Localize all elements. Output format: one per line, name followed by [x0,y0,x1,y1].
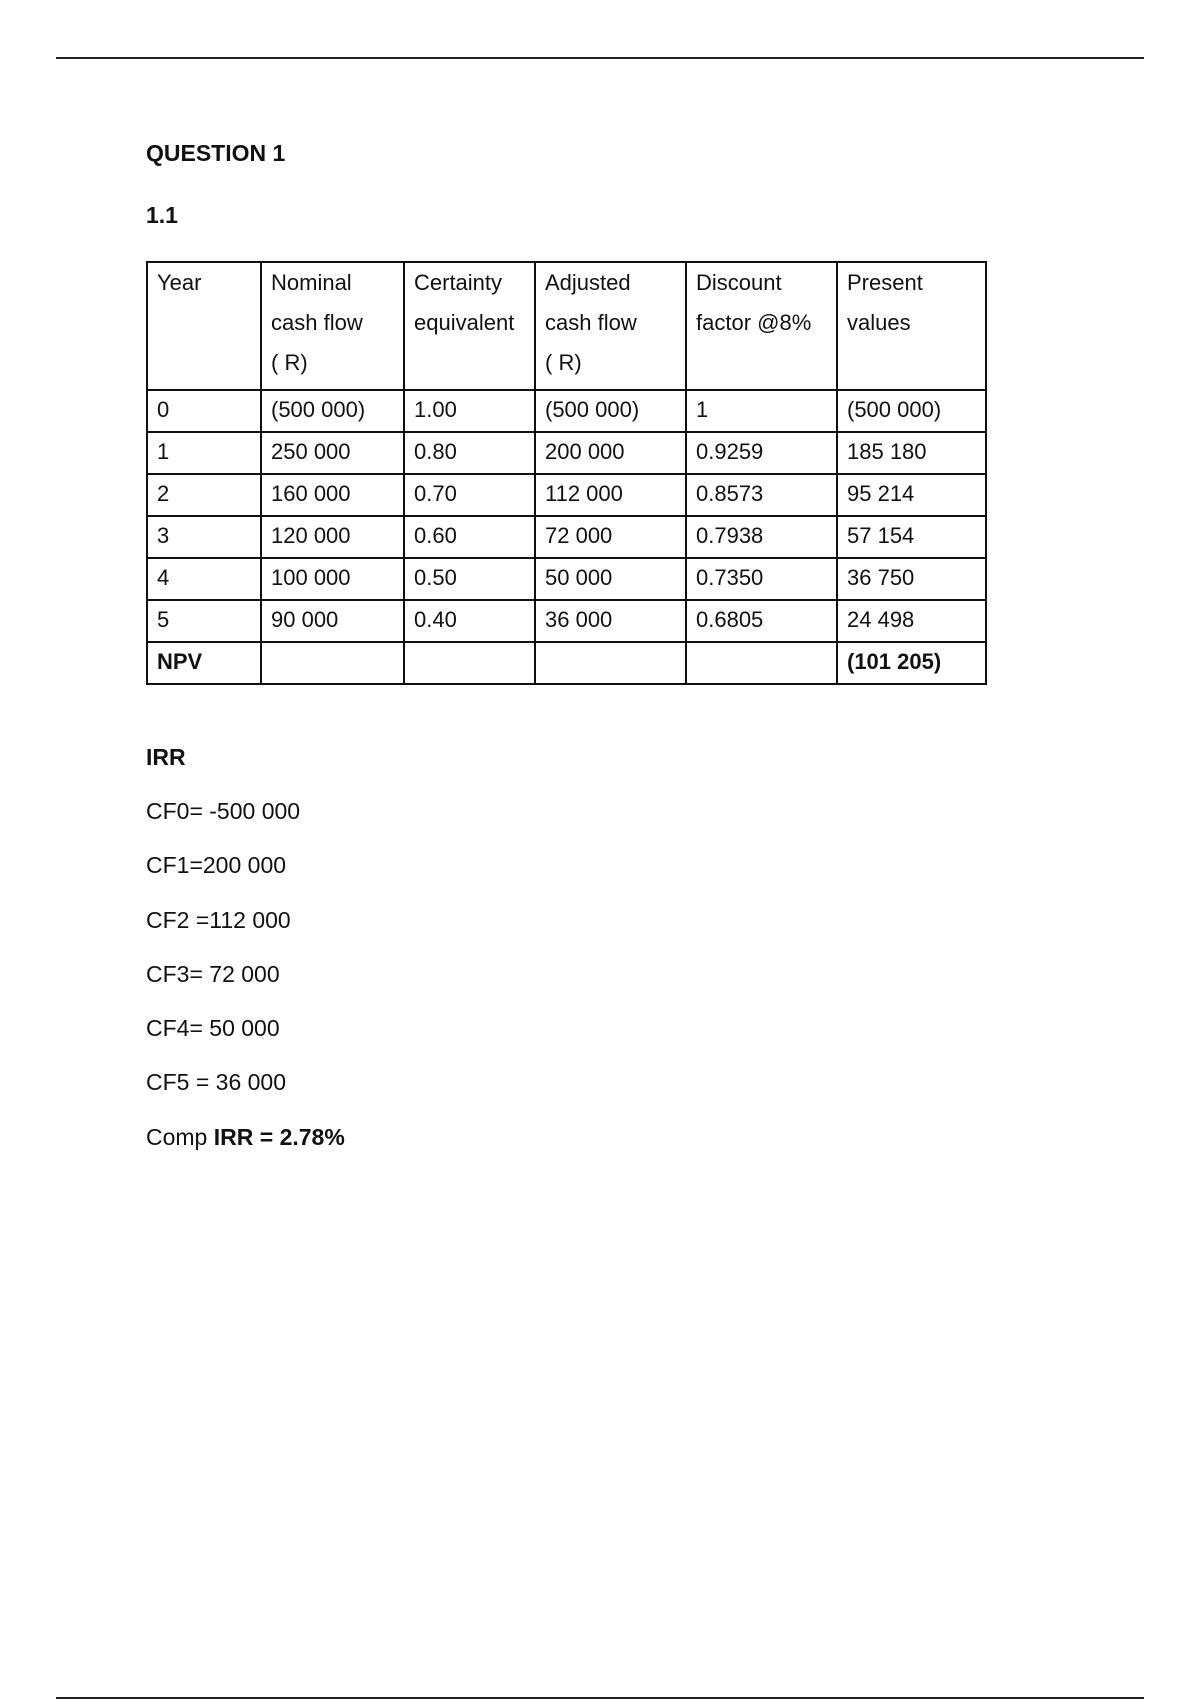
section-number: 1.1 [146,202,178,228]
cell-adjusted-cash-flow: 112 000 [535,474,686,516]
cell-certainty-equivalent: 0.60 [404,516,535,558]
cash-flow-line: CF3= 72 000 [146,960,280,987]
header-discount-factor [686,262,837,390]
table-header-row [147,262,986,390]
cell-year: 5 [147,600,261,642]
top-rule [56,57,1144,59]
bottom-rule [56,1697,1144,1699]
cell-certainty-equivalent: 0.50 [404,558,535,600]
cell-present-value: 185 180 [837,432,986,474]
header-certainty-equivalent [404,262,535,390]
header-adjusted-cash-flow [535,262,686,390]
cell-discount-factor: 0.7350 [686,558,837,600]
irr-result-value: IRR = 2.78% [213,1123,345,1150]
cell-nominal-cash-flow: 120 000 [261,516,404,558]
cell-discount-factor: 0.7938 [686,516,837,558]
irr-result [146,1125,345,1150]
npv-row [147,642,986,684]
npv-empty-cell [686,642,837,684]
cell-adjusted-cash-flow: 50 000 [535,558,686,600]
irr-result-prefix: Comp [146,1123,214,1150]
npv-empty-cell [535,642,686,684]
question-heading: QUESTION 1 [146,140,286,166]
header-nominal-cash-flow [261,262,404,390]
npv-value: (101 205) [837,642,986,684]
npv-empty-cell [261,642,404,684]
header-line: ( R) [545,350,582,375]
header-present-values [837,262,986,390]
irr-section [146,744,345,1150]
cell-present-value: 24 498 [837,600,986,642]
document-body [146,140,1146,1150]
cash-flow-line: CF1=200 000 [146,852,287,879]
cell-nominal-cash-flow: 100 000 [261,558,404,600]
header-line: Discount [696,270,782,295]
npv-label: NPV [147,642,261,684]
cell-present-value: 36 750 [837,558,986,600]
cell-discount-factor: 0.9259 [686,432,837,474]
header-line: ( R) [271,350,308,375]
header-line: cash flow [271,310,363,335]
cell-adjusted-cash-flow: (500 000) [535,390,686,432]
cell-nominal-cash-flow: 90 000 [261,600,404,642]
header-line: equivalent [414,310,515,335]
cash-flow-line: CF4= 50 000 [146,1015,280,1042]
cell-discount-factor: 1 [686,390,837,432]
table-row [147,474,986,516]
table-row [147,558,986,600]
header-line: cash flow [545,310,637,335]
cash-flow-table [146,261,987,685]
cell-discount-factor: 0.6805 [686,600,837,642]
cell-year: 2 [147,474,261,516]
header-line: values [847,310,911,335]
cash-flow-line: CF2 =112 000 [146,906,291,933]
cell-present-value: (500 000) [837,390,986,432]
cell-nominal-cash-flow: 160 000 [261,474,404,516]
table-row [147,432,986,474]
table-row [147,390,986,432]
cell-adjusted-cash-flow: 36 000 [535,600,686,642]
cell-nominal-cash-flow: 250 000 [261,432,404,474]
cell-present-value: 95 214 [837,474,986,516]
header-line: Adjusted [545,270,631,295]
header-line: Year [157,270,202,295]
table-row [147,516,986,558]
cell-year: 1 [147,432,261,474]
cash-flow-line: CF5 = 36 000 [146,1069,287,1096]
cash-flow-line: CF0= -500 000 [146,798,301,824]
npv-empty-cell [404,642,535,684]
cell-year: 0 [147,390,261,432]
header-line: factor @8% [696,310,812,335]
cell-year: 4 [147,558,261,600]
cell-certainty-equivalent: 0.70 [404,474,535,516]
header-year [147,262,261,390]
cell-certainty-equivalent: 0.80 [404,432,535,474]
cell-year: 3 [147,516,261,558]
cell-adjusted-cash-flow: 200 000 [535,432,686,474]
table-row [147,600,986,642]
irr-title: IRR [146,744,186,770]
header-line: Present [847,270,923,295]
header-line: Certainty [414,270,503,295]
cell-certainty-equivalent: 1.00 [404,390,535,432]
cell-nominal-cash-flow: (500 000) [261,390,404,432]
cell-present-value: 57 154 [837,516,986,558]
header-line: Nominal [271,270,352,295]
cell-certainty-equivalent: 0.40 [404,600,535,642]
cell-discount-factor: 0.8573 [686,474,837,516]
cell-adjusted-cash-flow: 72 000 [535,516,686,558]
